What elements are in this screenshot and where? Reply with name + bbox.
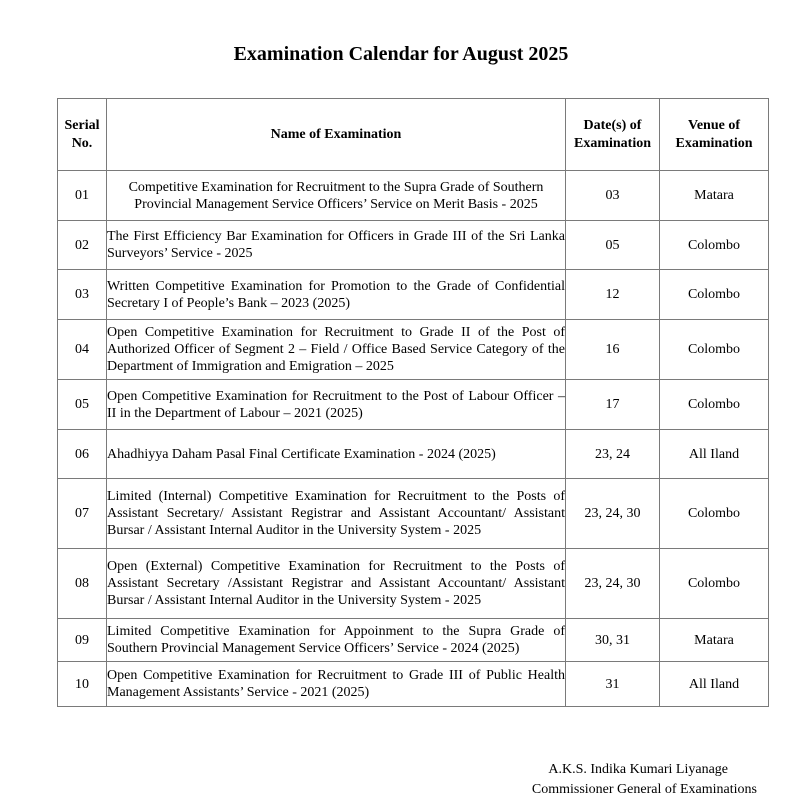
exam-name-cell: Open Competitive Examination for Recruitment to the Post of Labour Officer – II in the Department of Labour – 2021 (2025) <box>107 380 566 430</box>
serial-cell: 03 <box>58 270 107 320</box>
serial-cell: 06 <box>58 430 107 479</box>
table-row <box>58 479 769 549</box>
exam-name-cell: Open Competitive Examination for Recruitment to Grade III of Public Health Management Assistants’ Service - 2021 (2025) <box>107 662 566 707</box>
date-cell: 17 <box>566 380 660 430</box>
table-row <box>58 619 769 662</box>
signatory-title: Commissioner General of Examinations <box>531 782 757 797</box>
signatory-name: A.K.S. Indika Kumari Liyanage <box>548 762 728 777</box>
date-cell: 23, 24, 30 <box>566 549 660 619</box>
venue-cell: Colombo <box>660 380 769 430</box>
exam-name-cell: Open (External) Competitive Examination for Recruitment to the Posts of Assistant Secretary /Assistant Registrar and Assistant Accountant/ Assistant Bursar / Assistant Internal Auditor in the University System - 2025 <box>107 549 566 619</box>
exam-name-cell: Open Competitive Examination for Recruitment to Grade II of the Post of Authorized Officer of Segment 2 – Field / Office Based Service Category of the Department of Immigration and Emigration – 2025 <box>107 320 566 380</box>
venue-cell: All Iland <box>660 662 769 707</box>
table-row <box>58 549 769 619</box>
date-cell: 05 <box>566 221 660 270</box>
serial-cell: 10 <box>58 662 107 707</box>
exam-name-cell: Limited (Internal) Competitive Examination for Recruitment to the Posts of Assistant Secretary/ Assistant Registrar and Assistant Accountant/ Assistant Bursar / Assistant Internal Auditor in the University System - 2025 <box>107 479 566 549</box>
serial-cell: 08 <box>58 549 107 619</box>
header-serial: Serial No. <box>58 99 107 171</box>
venue-cell: Matara <box>660 171 769 221</box>
header-date: Date(s) of Examination <box>566 99 660 171</box>
table-row <box>58 270 769 320</box>
table-row <box>58 320 769 380</box>
date-cell: 30, 31 <box>566 619 660 662</box>
date-cell: 23, 24, 30 <box>566 479 660 549</box>
exam-name-cell: Limited Competitive Examination for Appoinment to the Supra Grade of Southern Provincial Management Service Officers’ Service - 2024 (2025) <box>107 619 566 662</box>
date-cell: 16 <box>566 320 660 380</box>
table-row <box>58 430 769 479</box>
table-row <box>58 221 769 270</box>
serial-cell: 04 <box>58 320 107 380</box>
serial-cell: 07 <box>58 479 107 549</box>
venue-cell: Colombo <box>660 221 769 270</box>
table-header-row <box>58 99 769 171</box>
date-cell: 12 <box>566 270 660 320</box>
date-cell: 23, 24 <box>566 430 660 479</box>
serial-cell: 09 <box>58 619 107 662</box>
exam-name-cell: The First Efficiency Bar Examination for Officers in Grade III of the Sri Lanka Surveyors’ Service - 2025 <box>107 221 566 270</box>
date-cell: 03 <box>566 171 660 221</box>
header-name: Name of Examination <box>107 99 566 171</box>
date-cell: 31 <box>566 662 660 707</box>
exam-name-cell: Competitive Examination for Recruitment to the Supra Grade of Southern Provincial Management Service Officers’ Service on Merit Basis - 2025 <box>107 171 566 221</box>
serial-cell: 05 <box>58 380 107 430</box>
examination-table <box>57 98 769 707</box>
serial-cell: 01 <box>58 171 107 221</box>
header-venue: Venue of Examination <box>660 99 769 171</box>
venue-cell: All Iland <box>660 430 769 479</box>
venue-cell: Colombo <box>660 320 769 380</box>
serial-cell: 02 <box>58 221 107 270</box>
venue-cell: Colombo <box>660 270 769 320</box>
exam-name-cell: Ahadhiyya Daham Pasal Final Certificate Examination - 2024 (2025) <box>107 430 566 479</box>
venue-cell: Colombo <box>660 549 769 619</box>
table-row <box>58 380 769 430</box>
table-row <box>58 662 769 707</box>
venue-cell: Colombo <box>660 479 769 549</box>
page-title: Examination Calendar for August 2025 <box>233 43 569 65</box>
venue-cell: Matara <box>660 619 769 662</box>
table-row <box>58 171 769 221</box>
exam-name-cell: Written Competitive Examination for Promotion to the Grade of Confidential Secretary I of People’s Bank – 2023 (2025) <box>107 270 566 320</box>
